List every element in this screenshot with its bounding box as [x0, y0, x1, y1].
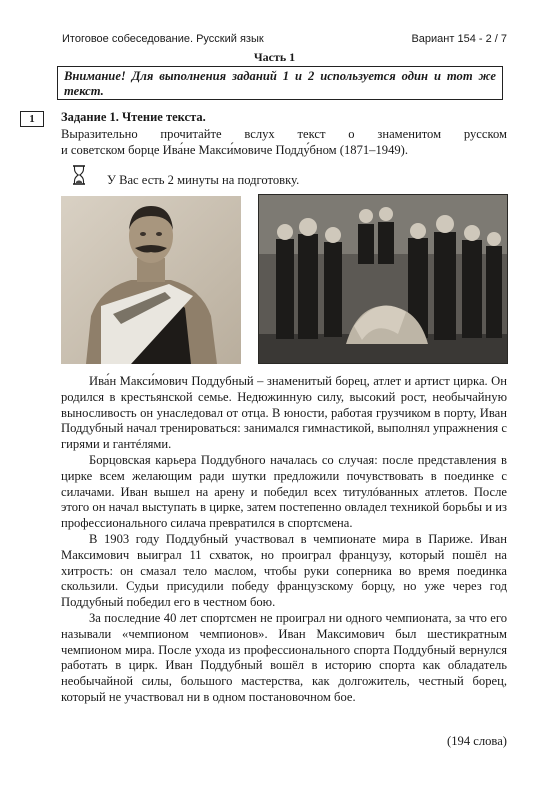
- reading-text: [61, 374, 507, 706]
- prep-time-note: У Вас есть 2 минуты на подготовку.: [107, 173, 300, 187]
- wrestler-portrait-photo: [61, 196, 241, 364]
- part-title: Часть 1: [253, 50, 296, 64]
- paragraph-2: Борцовская карьера Поддубного началась со случая: после представления в цирке всем желающим ради шутки предложили почувствовать в поединке с силачами. Иван вышел на арену и победил всех титулóванных атлетов. После этого он начал выступать в цирке, затем постепенно овладел техникой борьбы и из профессионального силача превратился в спортсмена.: [61, 452, 507, 531]
- intro-line-2: и советском борце Ива́не Макси́мовиче Подду́бном (1871–1949).: [61, 143, 409, 157]
- paragraph-3: В 1903 году Поддубный участвовал в чемпионате мира в Париже. Иван Максимович выиграл 11 схваток, но проиграл французу, который пошёл на хитрость: он смазал тело маслом, чтобы руки соперника во время поединка скользили. Судьи присудили победу французскому борцу, но уже через год Поддубный победил его в честном бою.: [61, 531, 507, 610]
- intro-line-1: Выразительно прочитайте вслух текст о знаменитом русском: [61, 127, 507, 141]
- word-count: (194 слова): [447, 734, 507, 748]
- wrestlers-group-photo: [258, 194, 508, 364]
- notice-box: Внимание! Для выполнения заданий 1 и 2 используется один и тот же текст.: [57, 66, 503, 100]
- paragraph-4: За последние 40 лет спортсмен не проиграл ни одного чемпионата, за что его называли «чемпионом чемпионов». Иван Максимович был шестикратным чемпионом мира. После ухода из профессионального спорта Поддубный вернулся работать в цирк. Иван Поддубный вошёл в историю спорта как обладатель необычайной силы, большого мастерства, как долгожитель, честный борец, который не участвовал ни в одном постановочном бое.: [61, 610, 507, 704]
- task-intro: [61, 126, 507, 158]
- paragraph-1: Ива́н Макси́мович Поддубный – знаменитый борец, атлет и артист цирка. Он родился в крестьянской семье. Недюжинную силу, высокий рост, необычайную выносливость он унаследовал от отца. В юности, работая грузчиком в порту, Иван Поддубный начал тренироваться: занимался гимнастикой, выполнял упражнения с гирями и гантéлями.: [61, 374, 507, 452]
- header-variant: Вариант 154 - 2 / 7: [411, 33, 507, 45]
- hourglass-icon: [72, 165, 86, 185]
- header-subject: Итоговое собеседование. Русский язык: [62, 33, 264, 45]
- task-title: Задание 1. Чтение текста.: [61, 110, 206, 124]
- task-number-box: 1: [20, 111, 44, 127]
